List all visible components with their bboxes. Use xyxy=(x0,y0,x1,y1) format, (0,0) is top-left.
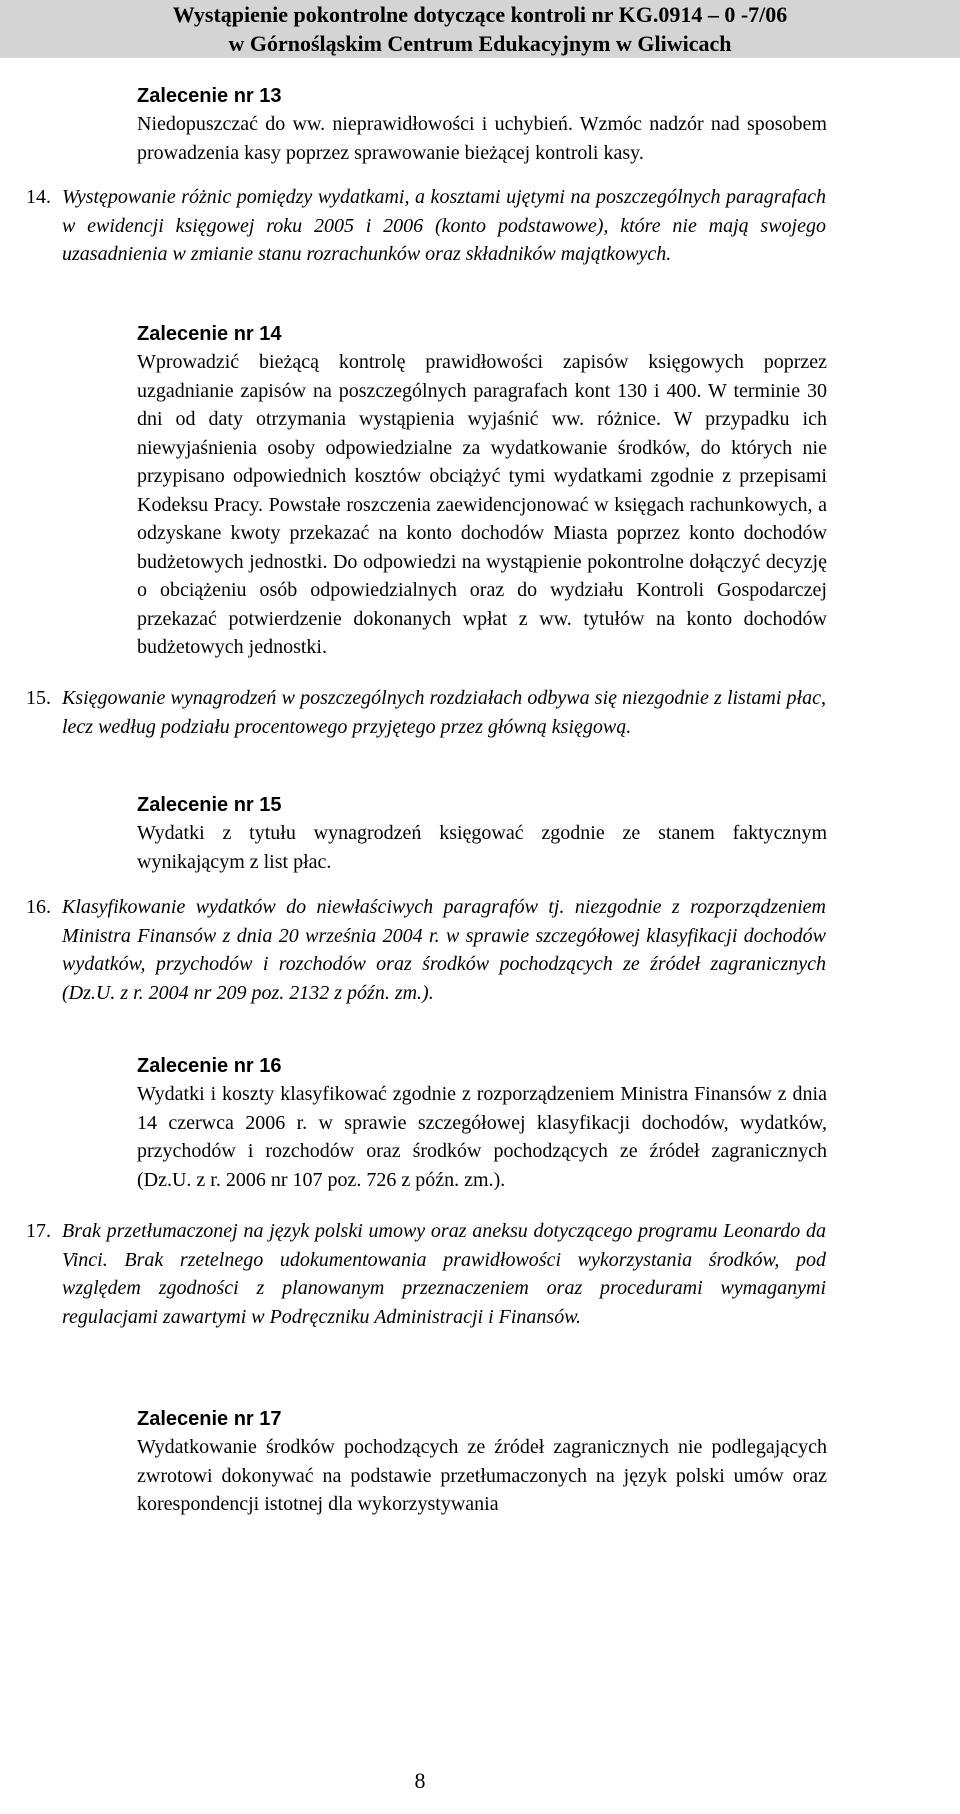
finding-text: Brak przetłumaczonej na język polski umowy oraz aneksu dotyczącego programu Leonardo da Vinci. Brak rzetelnego udokumentowania prawidłowości wykorzystania środków, pod względem zgodności z planowanym przeznaczeniem oraz procedurami wymaganymi regulacjami zawartymi w Podręczniku Administracji i Finansów. xyxy=(62,1220,826,1328)
finding-16 xyxy=(26,893,826,1007)
finding-number: 15. xyxy=(26,687,51,709)
finding-text: Księgowanie wynagrodzeń w poszczególnych rozdziałach odbywa się niezgodnie z listami płac, lecz według podziału procentowego przyjętego przez główną księgową. xyxy=(62,687,826,738)
recommendation-title: Zalecenie nr 14 xyxy=(137,323,282,345)
finding-number: 16. xyxy=(26,896,51,918)
recommendation-title: Zalecenie nr 13 xyxy=(137,85,282,107)
document-header xyxy=(0,0,960,58)
finding-14 xyxy=(26,183,826,269)
header-title-line1: Wystąpienie pokontrolne dotyczące kontroli nr KG.0914 – 0 -7/06 xyxy=(172,2,788,27)
recommendation-body: Wprowadzić bieżącą kontrolę prawidłowości zapisów księgowych poprzez uzgadnianie zapisów na poszczególnych paragrafach kont 130 i 400. W terminie 30 dni od daty otrzymania wystąpienia wyjaśnić ww. różnice. W przypadku ich niewyjaśnienia osoby odpowiedzialne za wydatkowanie środków, do których nie przypisano odpowiednich kosztów obciążyć tymi wydatkami zgodnie z przepisami Kodeksu Pracy. Powstałe roszczenia zaewidencjonować w księgach rachunkowych, a odzyskane kwoty przekazać na konto dochodów Miasta poprzez konto dochodów budżetowych jednostki. Do odpowiedzi na wystąpienie pokontrolne dołączyć decyzję o obciążeniu osób odpowiedzialnych oraz do wydziału Kontroli Gospodarczej przekazać potwierdzenie dokonanych wpłat z ww. tytułów na konto dochodów budżetowych jednostki. xyxy=(137,351,827,658)
finding-number: 14. xyxy=(26,186,51,208)
finding-17 xyxy=(26,1217,826,1331)
recommendation-body: Niedopuszczać do ww. nieprawidłowości i uchybień. Wzmóc nadzór nad sposobem prowadzenia kasy poprzez sprawowanie bieżącej kontroli kasy. xyxy=(137,113,827,164)
recommendation-16 xyxy=(137,1052,827,1194)
recommendation-body: Wydatki i koszty klasyfikować zgodnie z rozporządzeniem Ministra Finansów z dnia 14 czerwca 2006 r. w sprawie szczegółowej klasyfikacji dochodów, wydatków, przychodów i rozchodów oraz środków pochodzących ze źródeł zagranicznych (Dz.U. z r. 2006 nr 107 poz. 726 z późn. zm.). xyxy=(137,1083,827,1191)
finding-15 xyxy=(26,684,826,741)
recommendation-13 xyxy=(137,82,827,167)
header-title-line2: w Górnośląskim Centrum Edukacyjnym w Gliwicach xyxy=(228,31,732,56)
recommendation-title: Zalecenie nr 17 xyxy=(137,1408,282,1430)
page-number: 8 xyxy=(414,1768,426,1793)
recommendation-title: Zalecenie nr 16 xyxy=(137,1055,282,1077)
recommendation-title: Zalecenie nr 15 xyxy=(137,794,282,816)
finding-number: 17. xyxy=(26,1220,51,1242)
finding-text: Występowanie różnic pomiędzy wydatkami, a kosztami ujętymi na poszczególnych paragrafach w ewidencji księgowej roku 2005 i 2006 (konto podstawowe), które nie mają swojego uzasadnienia w zmianie stanu rozrachunków oraz składników majątkowych. xyxy=(62,186,826,265)
recommendation-14 xyxy=(137,320,827,662)
finding-text: Klasyfikowanie wydatków do niewłaściwych paragrafów tj. niezgodnie z rozporządzeniem Ministra Finansów z dnia 20 września 2004 r. w sprawie szczegółowej klasyfikacji dochodów wydatków, przychodów i rozchodów oraz środków pochodzących ze źródeł zagranicznych (Dz.U. z r. 2004 nr 209 poz. 2132 z późn. zm.). xyxy=(62,896,826,1004)
recommendation-15 xyxy=(137,791,827,876)
recommendation-body: Wydatkowanie środków pochodzących ze źródeł zagranicznych nie podlegających zwrotowi dokonywać na podstawie przetłumaczonych na język polski umów oraz korespondencji istotnej dla wykorzystywania xyxy=(137,1436,827,1515)
recommendation-17 xyxy=(137,1405,827,1519)
recommendation-body: Wydatki z tytułu wynagrodzeń księgować zgodnie ze stanem faktycznym wynikającym z list płac. xyxy=(137,822,827,873)
